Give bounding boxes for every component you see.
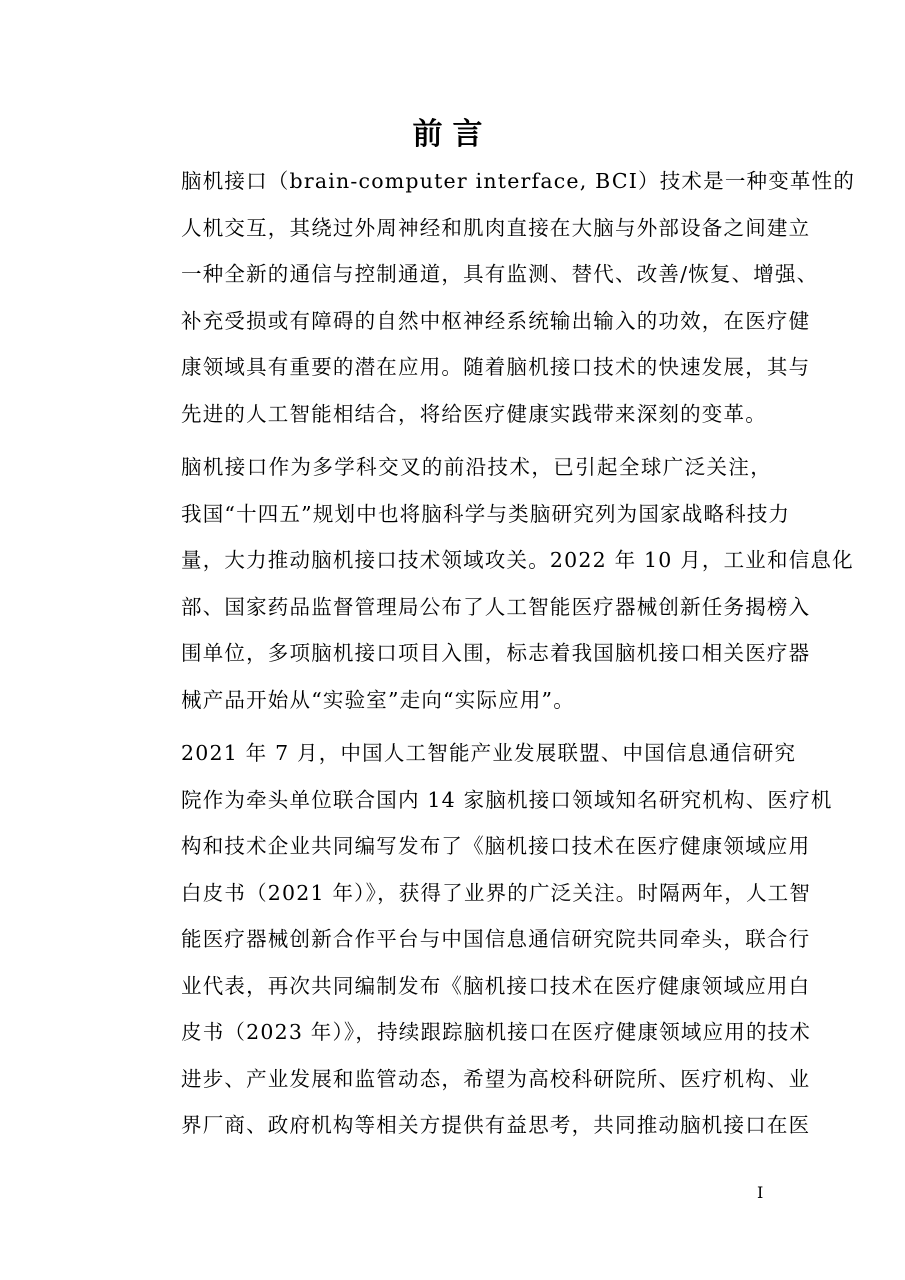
- paragraph-line: 皮书（2023 年）》，持续跟踪脑机接口在医疗健康领域应用的技术: [181, 1020, 812, 1044]
- paragraph-line: 能医疗器械创新合作平台与中国信息通信研究院共同牵头，联合行: [181, 927, 811, 951]
- paragraph-line: 先进的人工智能相结合，将给医疗健康实践带来深刻的变革。: [181, 401, 767, 426]
- paragraph-line: 脑机接口（brain-computer interface, BCI）技术是一种变革性的: [181, 169, 856, 193]
- paragraph-line: 我国“十四五”规划中也将脑科学与类脑研究列为国家战略科技力: [181, 501, 791, 526]
- paragraph-2: [140, 444, 854, 723]
- paragraph-line: 部、国家药品监督管理局公布了人工智能医疗器械创新任务揭榜入: [181, 594, 811, 619]
- paragraph-3: [140, 730, 833, 1149]
- paragraph-1: [140, 158, 856, 437]
- body-text: [140, 158, 856, 1156]
- paragraph-line: 白皮书（2021 年）》，获得了业界的广泛关注。时隔两年，人工智: [181, 880, 812, 905]
- paragraph-line: 界厂商、政府机构等相关方提供有益思考，共同推动脑机接口在医: [181, 1113, 811, 1137]
- paragraph-line: 人机交互，其绕过外周神经和肌肉直接在大脑与外部设备之间建立: [181, 215, 811, 240]
- paragraph-line: 补充受损或有障碍的自然中枢神经系统输出输入的功效，在医疗健: [181, 308, 811, 333]
- paragraph-line: 院作为牵头单位联合国内 14 家脑机接口领域知名研究机构、医疗机: [181, 787, 833, 812]
- paragraph-line: 进步、产业发展和监管动态，希望为高校科研院所、医疗机构、业: [181, 1066, 811, 1091]
- page-number: I: [757, 1183, 764, 1202]
- paragraph-line: 2021 年 7 月，中国人工智能产业发展联盟、中国信息通信研究: [181, 741, 797, 765]
- paragraph-line: 业代表，再次共同编制发布《脑机接口技术在医疗健康领域应用白: [181, 973, 811, 998]
- paragraph-line: 围单位，多项脑机接口项目入围，标志着我国脑机接口相关医疗器: [181, 641, 811, 665]
- page-title: 前言: [412, 117, 493, 152]
- paragraph-line: 量，大力推动脑机接口技术领域攻关。2022 年 10 月，工业和信息化: [181, 548, 854, 572]
- paragraph-line: 构和技术企业共同编写发布了《脑机接口技术在医疗健康领域应用: [181, 834, 811, 858]
- paragraph-line: 康领域具有重要的潜在应用。随着脑机接口技术的快速发展，其与: [181, 355, 811, 379]
- paragraph-line: 一种全新的通信与控制通道，具有监测、替代、改善/恢复、增强、: [181, 262, 819, 286]
- paragraph-line: 脑机接口作为多学科交叉的前沿技术，已引起全球广泛关注，: [181, 455, 772, 479]
- paragraph-line: 械产品开始从“实验室”走向“实际应用”。: [181, 687, 575, 712]
